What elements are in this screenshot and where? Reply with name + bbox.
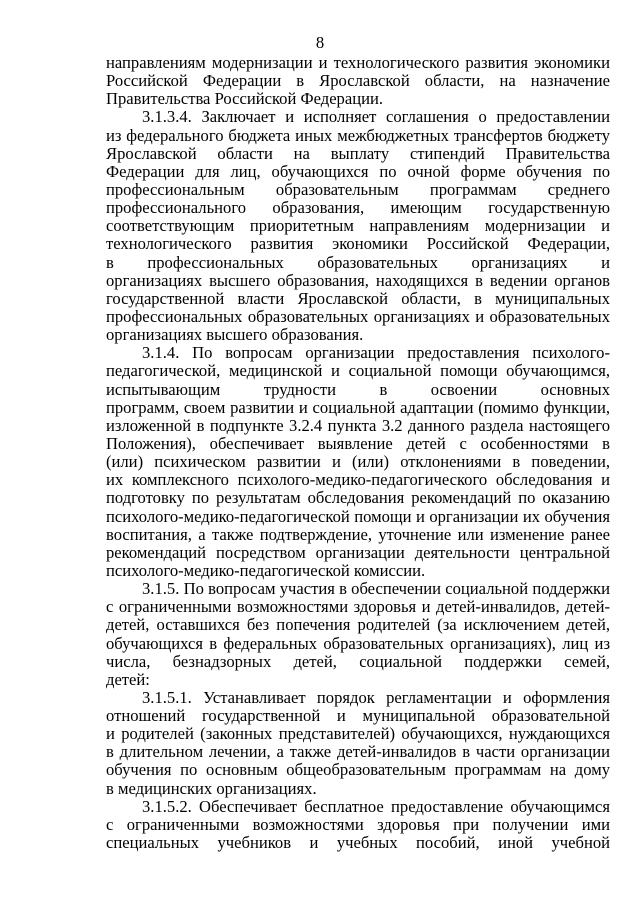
text-line: профессионального образования, имеющим государственную <box>106 199 610 218</box>
text-line: в профессиональных образовательных организациях и <box>106 253 610 272</box>
page-number: 8 <box>315 33 325 52</box>
text-line: направлениям модернизации и технологического развития экономики <box>106 54 610 72</box>
text-line: психолого-медико-педагогической помощи и организации их обучения <box>106 507 610 526</box>
text-line: технологического развития экономики Российской Федерации, <box>106 235 610 254</box>
text-line: соответствующим приоритетным направлениям модернизации и <box>106 217 610 236</box>
text-line: и родителей (законных представителей) обучающихся, нуждающихся <box>106 725 610 744</box>
text-line: Правительства Российской Федерации. <box>106 90 384 109</box>
text-line: изложенной в подпункте 3.2.4 пункта 3.2 данного раздела настоящего <box>106 416 610 435</box>
text-line: обучения по основным общеобразовательным программам на дому <box>106 761 610 780</box>
text-line: государственной власти Ярославской области, в муниципальных <box>106 289 610 308</box>
text-line: 3.1.5.1. Устанавливает порядок регламентации и оформления <box>142 688 610 707</box>
text-line: организациях высшего образования. <box>106 326 364 345</box>
text-line: числа, безнадзорных детей, социальной поддержки семей, <box>106 652 610 671</box>
text-line: психолого-медико-педагогической комиссии. <box>106 561 426 580</box>
paragraph <box>106 54 610 108</box>
text-line: детей: <box>106 670 150 689</box>
text-line: 3.1.4. По вопросам организации предоставления психолого- <box>142 344 610 363</box>
text-line: отношений государственной и муниципальной образовательной <box>106 707 610 726</box>
text-line: испытывающим трудности в освоении основных <box>106 380 610 399</box>
text-line: подготовку по результатам обследования рекомендаций по оказанию <box>106 489 610 508</box>
text-line: с ограниченными возможностями здоровья при получении ими <box>106 815 610 834</box>
text-line: (или) психическом развитии и (или) отклонениями в поведении, <box>106 453 610 472</box>
text-line: 3.1.5.2. Обеспечивает бесплатное предоставление обучающимся <box>142 797 610 816</box>
document-body <box>106 54 610 852</box>
text-line: из федерального бюджета иных межбюджетных трансфертов бюджету <box>106 126 610 145</box>
text-line: Российской Федерации в Ярославской области, на назначение <box>106 72 610 91</box>
text-line: 3.1.3.4. Заключает и исполняет соглашения о предоставлении <box>142 108 610 127</box>
text-line: воспитания, а также подтверждение, уточнение или изменение ранее <box>106 525 610 544</box>
paragraph <box>106 108 610 344</box>
text-line: 3.1.5. По вопросам участия в обеспечении социальной поддержки <box>142 580 610 599</box>
text-line: с ограниченными возможностями здоровья и детей-инвалидов, детей- <box>106 598 610 617</box>
text-line: профессиональным образовательным программам среднего <box>106 180 610 199</box>
text-line: Федерации для лиц, обучающихся по очной форме обучения по <box>106 162 610 181</box>
text-line: профессиональных образовательных организациях и образовательных <box>106 307 610 326</box>
text-line: их комплексного психолого-медико-педагогического обследования и <box>106 471 610 490</box>
text-line: в длительном лечении, а также детей-инвалидов в части организации <box>106 743 610 762</box>
text-line: педагогической, медицинской и социальной помощи обучающимся, <box>106 362 610 381</box>
text-line: обучающихся в федеральных образовательных организациях), лиц из <box>106 634 610 653</box>
text-line: в медицинских организациях. <box>106 779 317 798</box>
text-line: специальных учебников и учебных пособий, иной учебной <box>106 834 610 853</box>
paragraph <box>106 344 610 580</box>
paragraph <box>106 580 610 689</box>
text-line: Ярославской области на выплату стипендий Правительства <box>106 144 610 163</box>
text-line: программ, своем развитии и социальной адаптации (помимо функции, <box>106 398 610 417</box>
paragraph <box>106 689 610 798</box>
text-line: детей, оставшихся без попечения родителей (за исключением детей, <box>106 616 610 635</box>
text-line: организациях высшего образования, находящихся в ведении органов <box>106 271 610 290</box>
text-line: рекомендаций посредством организации деятельности центральной <box>106 543 610 562</box>
text-line: Положения), обеспечивает выявление детей с особенностями в <box>106 434 610 453</box>
paragraph <box>106 798 610 852</box>
